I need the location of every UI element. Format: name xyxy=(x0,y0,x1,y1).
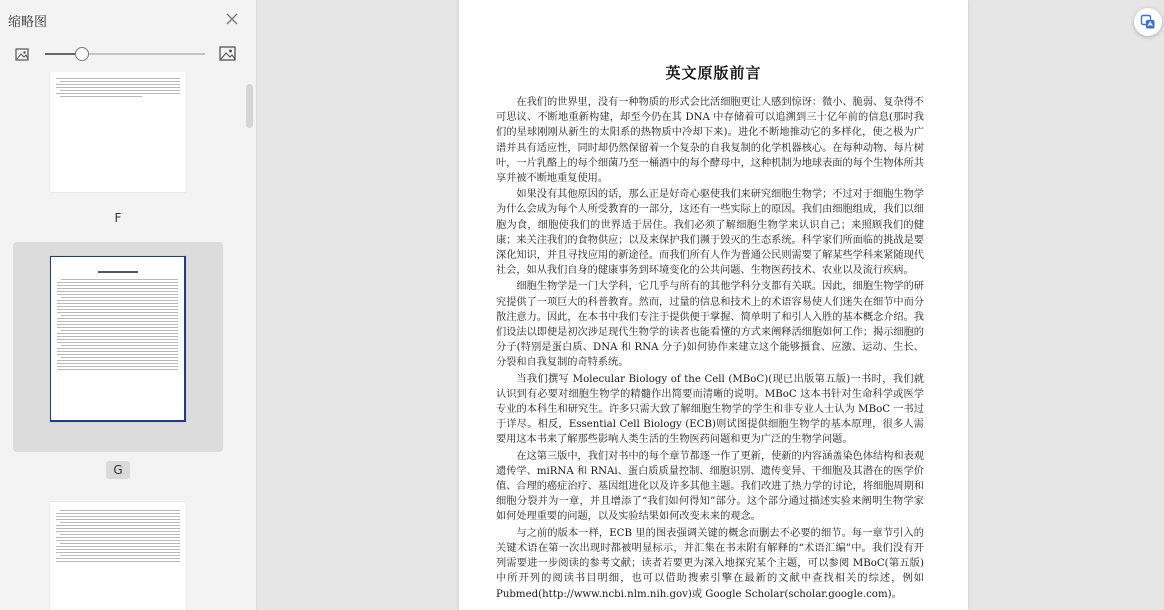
thumbnail-item-selected[interactable] xyxy=(13,242,223,452)
thumbnail-page-image xyxy=(50,256,186,422)
thumbnail-sidebar xyxy=(0,0,257,610)
thumbnail-page-image xyxy=(50,72,186,192)
sidebar-header xyxy=(0,0,257,38)
close-icon[interactable] xyxy=(224,11,240,27)
sidebar-title: 缩略图 xyxy=(8,15,48,30)
slider-handle[interactable] xyxy=(75,47,89,61)
thumbnail-page-image xyxy=(50,502,186,610)
paragraph: 在这第三版中，我们对书中的每个章节都逐一作了更新，使新的内容涵盖染色体结构和表观遗传学、miRNA 和 RNAi、蛋白质质量控制、细胞识别、遗传变异、干细胞及其潜在的医学价值、合理的癌症治疗、基因组进化以及许多其他主题。我们改进了热力学的讨论，将细胞周期和细胞分裂并为一章，并且增添了“我们如何得知”部分。这个部分通过描述实验来阐明生物学家如何处理重要的问题，以及实验结果如何改变未来的观念。 xyxy=(496,450,924,523)
paragraph: 细胞生物学是一门大学科，它几乎与所有的其他学科分支都有关联。因此，细胞生物学的研究提供了一项巨大的科普教育。然而，过量的信息和技术上的术语容易使人们迷失在细节中而分散注意力。因此，在本书中我们专注于提供便于掌握、简单明了和引人入胜的基本概念介绍。我们设法以即便是初次涉足现代生物学的读者也能看懂的方式来阐释活细胞如何工作；揭示细胞的分子(特别是蛋白质、DNA 和 RNA 分子)如何协作来建立这个能够摄食、应激、运动、生长、分裂和自我复制的奇特系统。 xyxy=(496,281,924,369)
thumbnail-list xyxy=(0,72,240,610)
paragraph: 如果没有其他原因的话，那么正是好奇心驱使我们来研究细胞生物学；不过对于细胞生物学为什么会成为每个人所受教育的一部分，这还有一些实际上的原因。我们由细胞组成，我们以细胞为食，细胞使我们的世界适于居住。我们必须了解细胞生物学来认识自己；来照顾我们的健康；来关注我们的食物供应；以及来保护我们濒于毁灭的生态系统。科学家们所面临的挑战是要深化知识，并且寻找应用的新途径。而我们所有人作为普通公民则需要了解某些学科来紧随现代社会，如从我们自身的健康事务到环境变化的公共问题、生物医药技术、农业以及流行疾病。 xyxy=(496,189,924,277)
document-page xyxy=(459,0,968,610)
page-title: 英文原版前言 xyxy=(665,64,762,82)
thumbnail-label: G xyxy=(106,461,130,479)
thumbnail-zoom-toolbar xyxy=(0,38,257,72)
paragraph: 与之前的版本一样，ECB 里的图表强调关键的概念而删去不必要的细节。每一章节引入的关键术语在第一次出现时都被明显标示，并汇集在书末附有解释的“术语汇编”中。我们没有开列需要进一步阅读的参考文献；读者若要更为深入地探究某个主题，可以参阅 MBoC(第五版)中所开列的阅读书目明细，也可以借助搜索引擎在最新的文献中查找相关的综述，例如 Pubmed(http://www.ncbi.nlm.nih.gov)或 Google Scholar(scholar.google.com)。 xyxy=(496,527,924,600)
thumbnail-label: F xyxy=(114,211,122,225)
image-large-icon[interactable] xyxy=(219,46,237,62)
sidebar-scrollbar[interactable] xyxy=(246,84,253,128)
paragraph: 当我们撰写 Molecular Biology of the Cell (MBoC)(现已出版第五版)一书时，我们就认识到有必要对细胞生物学的精髓作出简要而清晰的说明。MBoC 这本书针对生命科学或医学专业的本科生和研究生。许多只需大致了解细胞生物学的学生和非专业人士认为 MBoC 一书过于详尽。相反，Essential Cell Biology (ECB)则试图提供细胞生物学的基本原理，很多人需要用这本书来了解那些影响人类生活的生物医药问题和更为广泛的生物学问题。 xyxy=(496,373,924,446)
translate-button[interactable] xyxy=(1134,8,1162,36)
page-body xyxy=(496,95,924,603)
thumbnail-item[interactable] xyxy=(13,492,223,610)
thumbnail-item[interactable] xyxy=(13,72,223,202)
image-small-icon[interactable] xyxy=(15,47,30,61)
paragraph: 在我们的世界里，没有一种物质的形式会比活细胞更让人感到惊讶：微小、脆弱、复杂得不可思议、不断地重新构建，却至今仍在其 DNA 中存储着可以追溯到三十亿年前的信息(那时我们的星球刚刚从新生的太阳系的热物质中冷却下来)。进化不断地推动它的多样化，使之极为广谱并具有适应性，同时却仍然保留着一个复杂的自我复制的化学机器核心。在每种动物、每片树叶，一片乳酪上的每个细菌乃至一桶酒中的每个酵母中，这种机制为地球表面的每个生物体所共享并被不断地重复使用。 xyxy=(496,97,924,185)
